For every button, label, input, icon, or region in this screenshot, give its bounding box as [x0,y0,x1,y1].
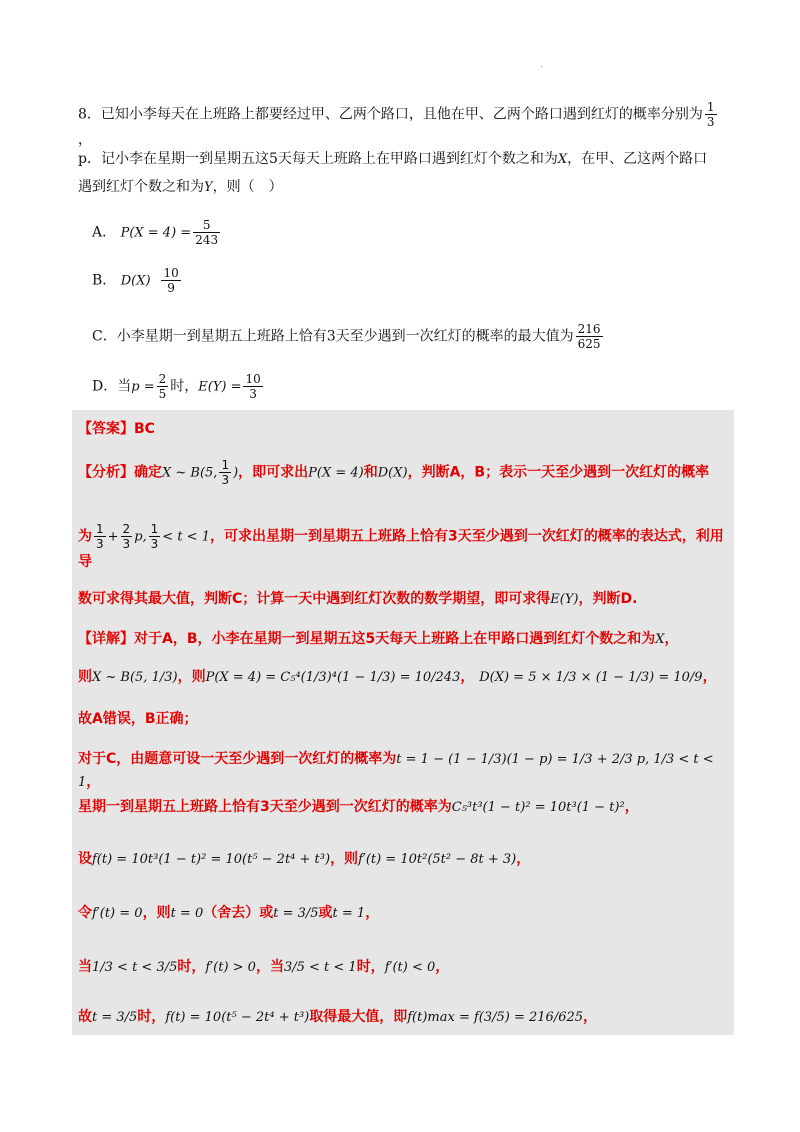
detail-text: 令 [78,905,92,921]
denominator: 3 [706,115,715,129]
denominator: 3 [150,537,159,551]
fraction [576,322,603,351]
analysis-text: 为 [78,528,92,545]
math: ) [233,465,239,481]
math: f′(t) = 0 [92,906,143,921]
option-label: D． [92,378,118,395]
math: 1/3 < t < 3/5 [92,960,178,975]
question-text: ，在甲、乙这两个路口 [567,151,708,167]
fraction [243,372,262,401]
detail-text: 故 [78,1009,92,1025]
detail-text: 或 [318,905,333,921]
math: X [655,632,665,647]
math: D(X) [377,465,408,481]
detail-text: ，当 [255,959,284,975]
detail-text: 时， [356,959,385,975]
math: D(X) = 5 × 1/3 × (1 − 1/3) = 10/9 [479,670,703,685]
math: f′(t) = 10t²(5t² − 8t + 3) [358,852,517,867]
denominator: 3 [122,537,131,551]
analysis-line-2 [78,522,728,573]
answer-tag: 【答案】BC [78,421,155,437]
denominator: 625 [577,337,601,351]
math: E(Y) [550,592,579,607]
option-a [92,218,222,247]
math: p, [134,529,147,545]
detail-line-4: 对于C，由题意可设一天至少遇到一次红灯的概率为t = 1 − (1 − 1/3)(1 − p) = 1/3 + 2/3 p, 1/3 < t < 1， [78,751,714,790]
analysis-line-1 [78,458,728,487]
math: t = 1 [332,906,366,921]
math: < t < 1 [162,529,210,545]
denominator: 5 [158,387,167,401]
math: f(t) = 10t³(1 − t)² = 10(t⁵ − 2t⁴ + t³) [92,852,331,867]
math: 3/5 < t < 1 [283,960,357,975]
option-math: E(Y) = [198,379,242,395]
denominator: 9 [167,281,175,295]
fraction [94,522,106,551]
option-b [92,266,183,295]
math: C₅³t³(1 − t)² = 10t³(1 − t)² [451,800,625,815]
math: t = 3/5 [273,906,319,921]
denominator: 243 [195,233,219,247]
analysis-text: ，判断D. [578,591,638,607]
math: X ~ B(5, [162,465,218,481]
math: t = 1 − (1 − 1/3)(1 − p) = 1/3 + 2/3 p, 1/3 < t < 1 [78,752,714,790]
option-text: 小李星期一到星期五上班路上恰有3天至少遇到一次红灯的概率的最大值为 [116,328,574,345]
detail-text: 时， [177,959,206,975]
fraction [193,218,220,247]
detail-line-9: 故t = 3/5时，f(t) = 10(t⁵ − 2t⁴ + t³)取得最大值，即f(t)max = f(3/5) = 216/625， [78,1009,598,1025]
analysis-text: ，可求出星期一到星期五上班路上恰有3天至少遇到一次红灯的概率的表达式，利用导 [78,528,724,570]
detail-text: 对于C，由题意可设一天至少遇到一次红灯的概率为 [78,751,397,767]
question-line-1: 8．已知小李每天在上班路上都要经过甲、乙两个路口，且他在甲、乙两个路口遇到红灯的概率分别为 $\frac{1}{3}$ ， [78,100,715,148]
analysis-tag: 【分析】确定 [78,464,162,481]
numerator: 5 [193,218,220,233]
denominator: 3 [221,473,230,487]
denominator: 3 [96,537,104,551]
math: f′(t) > 0 [205,960,256,975]
detail-line-6: 设f(t) = 10t³(1 − t)² = 10(t⁵ − 2t⁴ + t³)，则f′(t) = 10t²(5t² − 8t + 3)， [78,851,531,867]
detail-line-5: 星期一到星期五上班路上恰有3天至少遇到一次红灯的概率为C₅³t³(1 − t)² = 10t³(1 − t)²， [78,799,639,815]
detail-line-1: 【详解】对于A，B，小李在星期一到星期五这5天每天上班路上在甲路口遇到红灯个数之和为X， [78,631,679,647]
math: t = 0 [170,906,204,921]
fraction [161,266,180,295]
analysis-text: 和 [363,464,378,481]
option-c [92,322,605,351]
detail-text: ，则 [177,669,206,685]
math: P(X = 4) [308,465,364,481]
detail-line-3 [78,708,728,730]
numerator: 2 [122,522,131,536]
numerator: 216 [577,322,601,336]
math: f′(t) < 0 [384,960,436,975]
numerator: 1 [150,522,159,536]
dot-mark: · [540,62,544,73]
numerator: 1 [221,458,230,472]
variable: X [557,152,568,167]
numerator: 10 [245,372,261,386]
detail-text: （舍去）或 [203,905,274,921]
question-text: 8．已知小李每天在上班路上都要经过甲、乙两个路口，且他在甲、乙两个路口遇到红灯的概率分别为 [78,106,703,123]
variable: Y [204,180,213,195]
numerator: 2 [158,372,167,386]
detail-text: 【详解】对于A，B，小李在星期一到星期五这5天每天上班路上在甲路口遇到红灯个数之和为 [78,631,656,647]
option-label: C． [92,328,117,345]
option-d [92,372,265,401]
math: f(t)max = f(3/5) = 216/625 [407,1010,584,1025]
option-math: p = [131,379,155,395]
analysis-text: 数可求得其最大值，判断C；计算一天中遇到红灯次数的数学期望，即可求得 [78,591,551,607]
question-line-2 [78,148,728,171]
math: P(X = 4) = C₅⁴(1/3)⁴(1 − 1/3) = 10/243 [205,670,461,685]
option-text: 时， [170,378,199,395]
detail-text: 当 [78,959,92,975]
fraction [705,100,717,129]
question-text: ，则（ ） [212,179,283,195]
fraction [149,522,161,551]
detail-line-7: 令f′(t) = 0，则t = 0（舍去）或t = 3/5或t = 1， [78,905,380,921]
detail-line-2: 则X ~ B(5, 1/3)，则P(X = 4) = C₅⁴(1/3)⁴(1 − 1/3) = 10/243， D(X) = 5 × 1/3 × (1 − 1/3) = 10/9， [78,669,717,685]
fraction [219,458,231,487]
analysis-line-3 [78,588,728,611]
question-line-3 [78,176,728,199]
math: t = 3/5 [92,1010,138,1025]
analysis-text: ，判断A，B；表示一天至少遇到一次红灯的概率 [407,464,710,481]
option-label: A． [92,224,117,241]
detail-text: 取得最大值，即 [309,1009,408,1025]
numerator: 1 [706,100,715,114]
option-text: 当 [117,378,132,395]
detail-text: 设 [78,851,92,867]
math: X ~ B(5, 1/3) [92,670,178,685]
fraction [157,372,169,401]
detail-text: 时， [137,1009,166,1025]
numerator: 1 [96,522,104,536]
numerator: 10 [163,266,179,280]
denominator: 3 [249,387,257,401]
detail-text: 星期一到星期五上班路上恰有3天至少遇到一次红灯的概率为 [78,799,452,815]
question-text: 遇到红灯个数之和为 [78,179,204,195]
math: + [107,529,119,545]
detail-text: ，则 [142,905,171,921]
detail-text: 故A错误，B正确； [78,711,198,727]
answer-line [78,418,728,440]
option-math: D(X) [120,273,151,289]
detail-text: ，则 [330,851,359,867]
math: f(t) = 10(t⁵ − 2t⁴ + t³) [165,1010,310,1025]
option-math: P(X = 4) = [120,225,192,241]
question-text: p．记小李在星期一到星期五这5天每天上班路上在甲路口遇到红灯个数之和为 [78,151,558,167]
detail-line-8: 当1/3 < t < 3/5时，f′(t) > 0，当3/5 < t < 1时，f′(t) < 0， [78,959,450,975]
option-label: B． [92,272,117,289]
fraction [121,522,133,551]
analysis-text: ，即可求出 [238,464,309,481]
detail-text: 则 [78,669,92,685]
